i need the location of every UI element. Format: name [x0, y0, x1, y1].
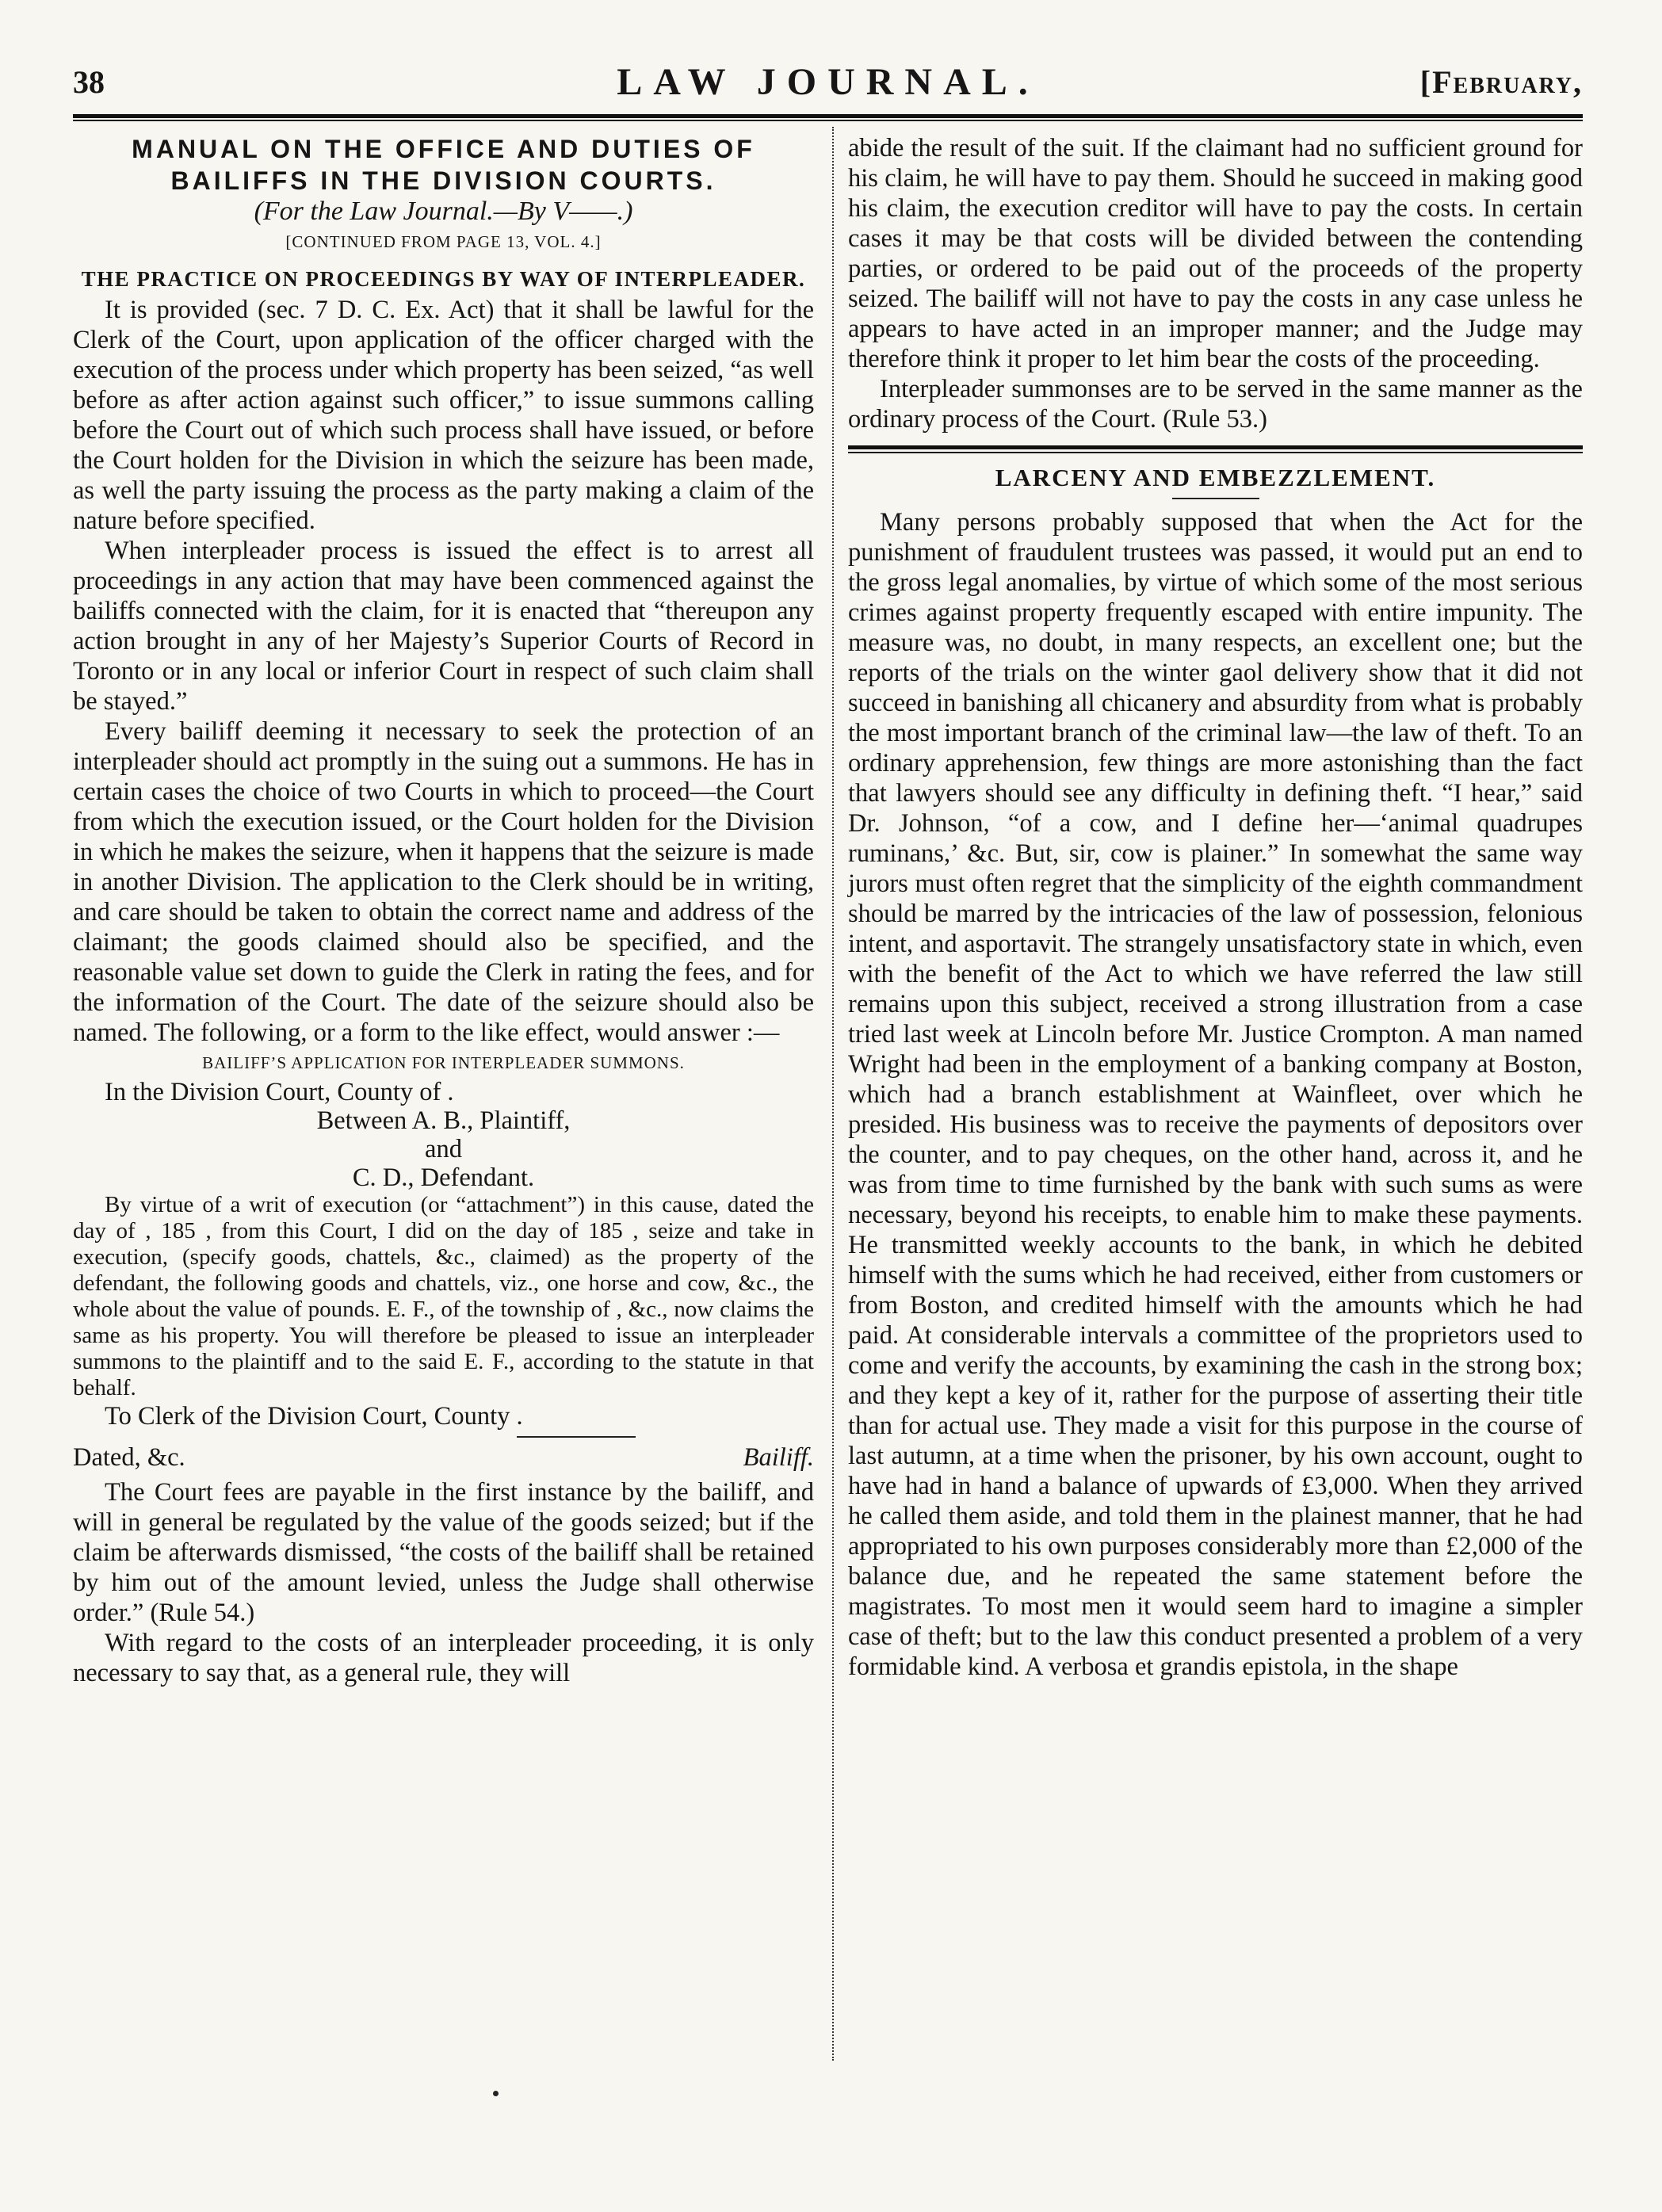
paragraph: Every bailiff deeming it necessary to seek the protection of an interpleader should act promptly in the suing out a summons. He has in certain cases the choice of two Courts in which to proceed—the Court from which the execution issued, or the Court holden for the Division in which he makes the seizure, when it happens that the seizure is made in another Division. The application to the Clerk should be in writing, and care should be taken to obtain the correct name and address of the claimant; the goods claimed should also be specified, and the reasonable value set down to guide the Clerk in rating the fees, and for the information of the Court. The date of the seizure should also be named. The following, or a form to the like effect, would answer :—	[73, 717, 814, 1047]
application-form	[73, 1048, 814, 1473]
form-title: BAILIFF’S APPLICATION FOR INTERPLEADER SUMMONS.	[202, 1053, 685, 1072]
article-byline: (For the Law Journal.—By V——.)	[254, 197, 633, 226]
form-dated-line	[73, 1442, 814, 1473]
paragraph: Interpleader summonses are to be served in the same manner as the ordinary process of the Court. (Rule 53.)	[848, 375, 1583, 434]
article-title: MANUAL ON THE OFFICE AND DUTIES OF BAILIFFS IN THE DIVISION COURTS.	[132, 135, 755, 195]
form-defendant-line: C. D., Defendant.	[352, 1163, 535, 1192]
page-number: 38	[73, 64, 105, 100]
form-dated: Dated, &c.	[73, 1443, 185, 1472]
form-body: By virtue of a writ of execution (or “attachment”) in this cause, dated the day of , 185 , from this Court, I did on the day of 185 , seize and take in execution, (specify goods, chattels, &c., claimed) as the property of the defendant, the following goods and chattels, viz., one horse and cow, &c., the whole about the value of pounds. E. F., of the township of , &c., now claims the same as his property. You will therefore be pleased to issue an interpleader summons to the plaintiff and to the said E. F., according to the statute in that behalf.	[73, 1192, 814, 1400]
section-subtitle: THE PRACTICE ON PROCEEDINGS BY WAY OF INTERPLEADER.	[81, 267, 806, 291]
continued-note: [CONTINUED FROM PAGE 13, VOL. 4.]	[285, 232, 602, 251]
paragraph: When interpleader process is issued the effect is to arrest all proceedings in any action that may have been commenced against the bailiffs connected with the claim, for it is enacted that “thereupon any action brought in any of her Majesty’s Superior Courts of Record in Toronto or in any local or inferior Court in respect of such claim shall be stayed.”	[73, 537, 814, 716]
paragraph: abide the result of the suit. If the claimant had no sufficient ground for his claim, he will have to pay them. Should he succeed in making good his claim, the execution creditor will have to pay the costs. In certain cases it may be that costs will be divided between the contending parties, or ordered to be paid out of the proceeds of the property seized. The bailiff will not have to pay the costs in any case unless he appears to have acted in an improper manner; and the Judge may therefore think it proper to let him bear the costs of the proceeding.	[848, 134, 1583, 373]
form-signature: Bailiff.	[743, 1443, 814, 1472]
page-header	[73, 63, 1583, 111]
form-parties-line: Between A. B., Plaintiff,	[316, 1106, 571, 1135]
paragraph: The Court fees are payable in the first instance by the bailiff, and will in general be regulated by the value of the goods seized; but if the claim be afterwards dismissed, “the costs of the bailiff shall be retained by him out of the amount levied, unless the Judge shall otherwise order.” (Rule 54.)	[73, 1478, 814, 1627]
journal-title: LAW JOURNAL.	[617, 61, 1039, 103]
header-rule	[73, 114, 1583, 121]
page-mark	[493, 2091, 499, 2096]
form-rule	[517, 1436, 636, 1438]
paragraph: Many persons probably supposed that when the Act for the punishment of fraudulent trustees was passed, it would put an end to the gross legal anomalies, by virtue of which some of the most serious crimes against property frequently escaped with entire impunity. The measure was, no doubt, in many respects, an excellent one; but the reports of the trials on the winter gaol delivery show that it did not succeed in banishing all chicanery and absurdity from what is probably the most important branch of the criminal law—the law of theft. To an ordinary apprehension, few things are more astonishing than the fact that lawyers should see any difficulty in defining theft. “I hear,” said Dr. Johnson, “of a cow, and I define her—‘animal quadrupes ruminans,’ &c. But, sir, cow is plainer.” In somewhat the same way jurors must often regret that the simplicity of the eighth commandment should be marred by the intricacies of the law of possession, felonious intent, and asportavit. The strangely unsatisfactory state in which, even with the benefit of the Act to which we have referred the law still remains upon this subject, received a strong illustration from a case tried last week at Lincoln before Mr. Justice Crompton. A man named Wright had been in the employment of a banking company at Boston, which had a branch establishment at Wainfleet, over which he presided. His business was to receive the payments of depositors over the counter, and to pay cheques, on the other hand, across it, and he was from time to time furnished by the bank with such sums as were necessary, beyond his receipts, to enable him to make these payments. He transmitted weekly accounts to the bank, in which he debited himself with the sums which he had received, either from customers or from Boston, and credited himself with the amounts which he had paid. At considerable intervals a committee of the proprietors used to come and verify the accounts, by examining the cash in the strong box; and they kept a key of it, rather for the purpose of asserting their title than for actual use. They made a visit for this purpose in the course of last autumn, at a time when the prisoner, by his own account, ought to have had in hand a balance of upwards of £3,000. When they arrived he called them aside, and told them in the plainest manner, that he had appropriated to his own purposes considerably more than £2,000 of the balance due, and he repeated the same statement before the magistrates. To most men it would seem hard to imagine a simpler case of theft; but to the law this conduct presented a problem of a very formidable kind. A verbosa et grandis epistola, in the shape	[848, 508, 1583, 1681]
paragraph: With regard to the costs of an interpleader proceeding, it is only necessary to say that, as a general rule, they will	[73, 1629, 814, 1687]
paragraph: It is provided (sec. 7 D. C. Ex. Act) that it shall be lawful for the Clerk of the Court, upon application of the officer charged with the execution of the process under which property has been seized, “as well before as after action against such officer,” to issue summons calling before the Court out of which such process shall have issued, or before the Court holden for the Division in which the seizure has been made, as well the party issuing the process as the party making a claim of the nature before specified.	[73, 296, 814, 535]
section-title: LARCENY AND EMBEZZLEMENT.	[995, 464, 1436, 491]
section-rule	[848, 445, 1583, 453]
column-divider	[832, 127, 834, 2061]
section-title-rule	[1172, 498, 1259, 499]
form-and-line: and	[425, 1135, 462, 1163]
form-court-line: In the Division Court, County of .	[105, 1078, 454, 1106]
left-column	[73, 133, 814, 1688]
issue-month: [February,	[1419, 64, 1583, 100]
form-to-line: To Clerk of the Division Court, County .	[105, 1402, 523, 1431]
right-column	[848, 133, 1583, 1682]
